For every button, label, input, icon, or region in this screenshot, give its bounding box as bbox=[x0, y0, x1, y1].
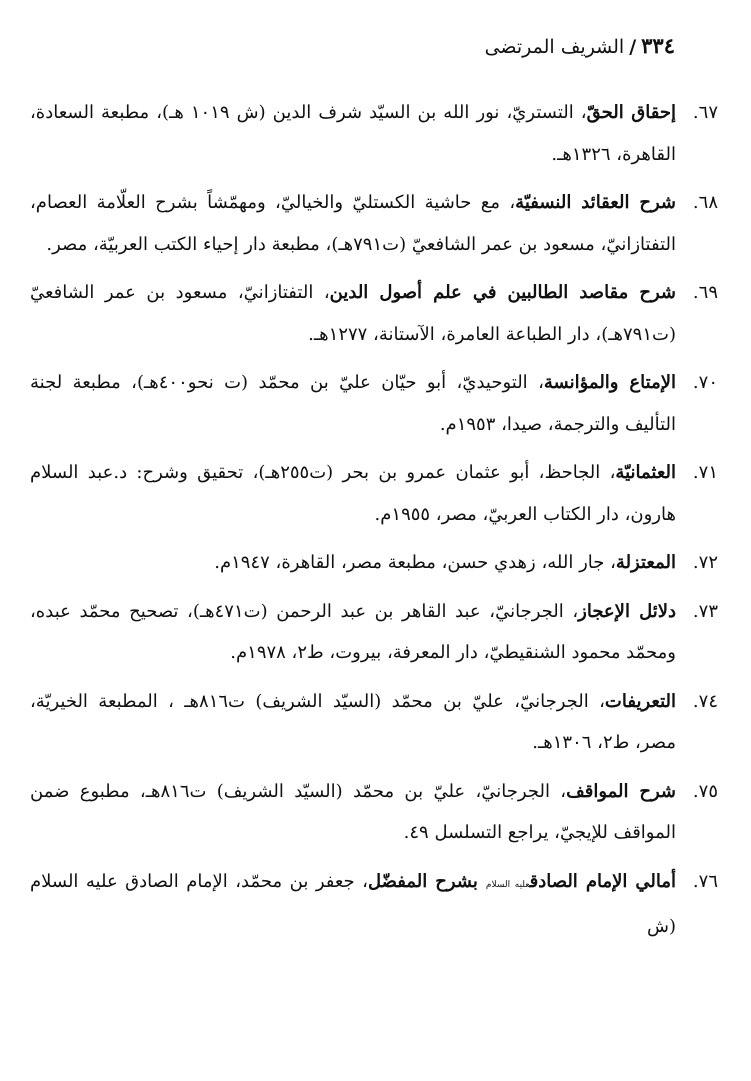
entry-number: ٧١. bbox=[692, 462, 718, 483]
book-title: الشريف المرتضى bbox=[484, 36, 625, 58]
entry-text: ، الجاحظ، أبو عثمان عمرو بن بحر (ت٢٥٥هـ)، تحقيق وشرح: د.عبد السلام هارون، دار الكتاب العربيّ، مصر، ١٩٥٥م. bbox=[30, 462, 676, 525]
entry-title: دلائل الإعجاز bbox=[578, 600, 677, 622]
entry-number: ٧٥. bbox=[692, 780, 718, 802]
entry-text: ، جعفر بن محمّد، الإمام الصادق عليه السلام (ش bbox=[30, 870, 676, 937]
bibliography-entry-76 bbox=[30, 861, 718, 948]
entry-text: ، مع حاشية الكستليّ والخياليّ، ومهمّشاً بشرح العلّامة العصام، التفتازانيّ، مسعود بن عمر الشافعيّ (ت٧٩١هـ)، مطبعة دار إحياء الكتب العربيّة، مصر. bbox=[30, 192, 676, 255]
entry-text: ، التوحيديّ، أبو حيّان عليّ بن محمّد (ت نحو٤٠٠هـ)، مطبعة لجنة التأليف والترجمة، صيدا، ١٩٥٣م. bbox=[30, 372, 676, 435]
entry-title: أمالي الإمام الصادق bbox=[529, 870, 677, 892]
header-separator: / bbox=[629, 36, 637, 58]
bibliography-entry-71 bbox=[30, 452, 718, 535]
entry-number: ٧٤. bbox=[692, 690, 718, 712]
entry-title-continued: بشرح المفضّل bbox=[367, 870, 486, 892]
entry-text: ، الجرجانيّ، عليّ بن محمّد (السيّد الشريف) ت٨١٦هـ ، المطبعة الخيريّة، مصر، ط٢، ١٣٠٦هـ. bbox=[30, 690, 676, 753]
entry-title: شرح المواقف bbox=[566, 780, 677, 802]
entry-title: إحقاق الحقّ bbox=[586, 102, 676, 123]
entry-number: ٦٩. bbox=[692, 282, 718, 303]
entry-number: ٧٣. bbox=[692, 600, 718, 622]
entry-number: ٦٧. bbox=[692, 102, 718, 123]
entry-text: ، التستريّ، نور الله بن السيّد شرف الدين (ش ١٠١٩ هـ)، مطبعة السعادة، القاهرة، ١٣٢٦هـ. bbox=[30, 102, 676, 165]
bibliography-entry-72 bbox=[30, 542, 718, 584]
entry-title: العثمانيّة bbox=[615, 462, 677, 483]
entry-title: شرح العقائد النسفيّة bbox=[515, 192, 676, 213]
bibliography-entry-68 bbox=[30, 182, 718, 265]
entry-text: ، التفتازانيّ، مسعود بن عمر الشافعيّ (ت٧٩١هـ)، دار الطباعة العامرة، الآستانة، ١٢٧٧هـ. bbox=[30, 282, 676, 345]
page-number: ٣٣٤ bbox=[641, 33, 675, 58]
bibliography-entry-74 bbox=[30, 681, 718, 764]
entry-title: التعريفات bbox=[604, 690, 676, 712]
entry-number: ٧٦. bbox=[692, 870, 718, 892]
bibliography-entry-70 bbox=[30, 362, 718, 445]
entry-number: ٦٨. bbox=[692, 192, 718, 213]
bibliography-entry-69 bbox=[30, 272, 718, 355]
entry-title: الإمتاع والمؤانسة bbox=[543, 372, 676, 393]
entry-text: ، الجرجانيّ، عليّ بن محمّد (السيّد الشريف) ت٨١٦هـ، مطبوع ضمن المواقف للإيجيّ، يراجع التسلسل ٤٩. bbox=[30, 780, 676, 843]
entry-title: شرح مقاصد الطالبين في علم أصول الدين bbox=[329, 282, 676, 303]
entry-text: ، جار الله، زهدي حسن، مطبعة مصر، القاهرة، ١٩٤٧م. bbox=[214, 552, 616, 573]
bibliography-entry-73 bbox=[30, 591, 718, 674]
entry-text: ، الجرجانيّ، عبد القاهر بن عبد الرحمن (ت٤٧١هـ)، تصحيح محمّد عبده، ومحمّد محمود الشنقيطيّ، دار المعرفة، بيروت، ط٢، ١٩٧٨م. bbox=[30, 600, 676, 663]
bibliography-list bbox=[30, 92, 718, 955]
honorific-glyph: عليه السلام bbox=[485, 879, 530, 890]
bibliography-entry-67 bbox=[30, 92, 718, 175]
bibliography-entry-75 bbox=[30, 771, 718, 854]
entry-title: المعتزلة bbox=[615, 552, 676, 573]
entry-number: ٧٠. bbox=[692, 372, 718, 393]
entry-number: ٧٢. bbox=[692, 552, 718, 573]
running-header bbox=[485, 33, 675, 60]
